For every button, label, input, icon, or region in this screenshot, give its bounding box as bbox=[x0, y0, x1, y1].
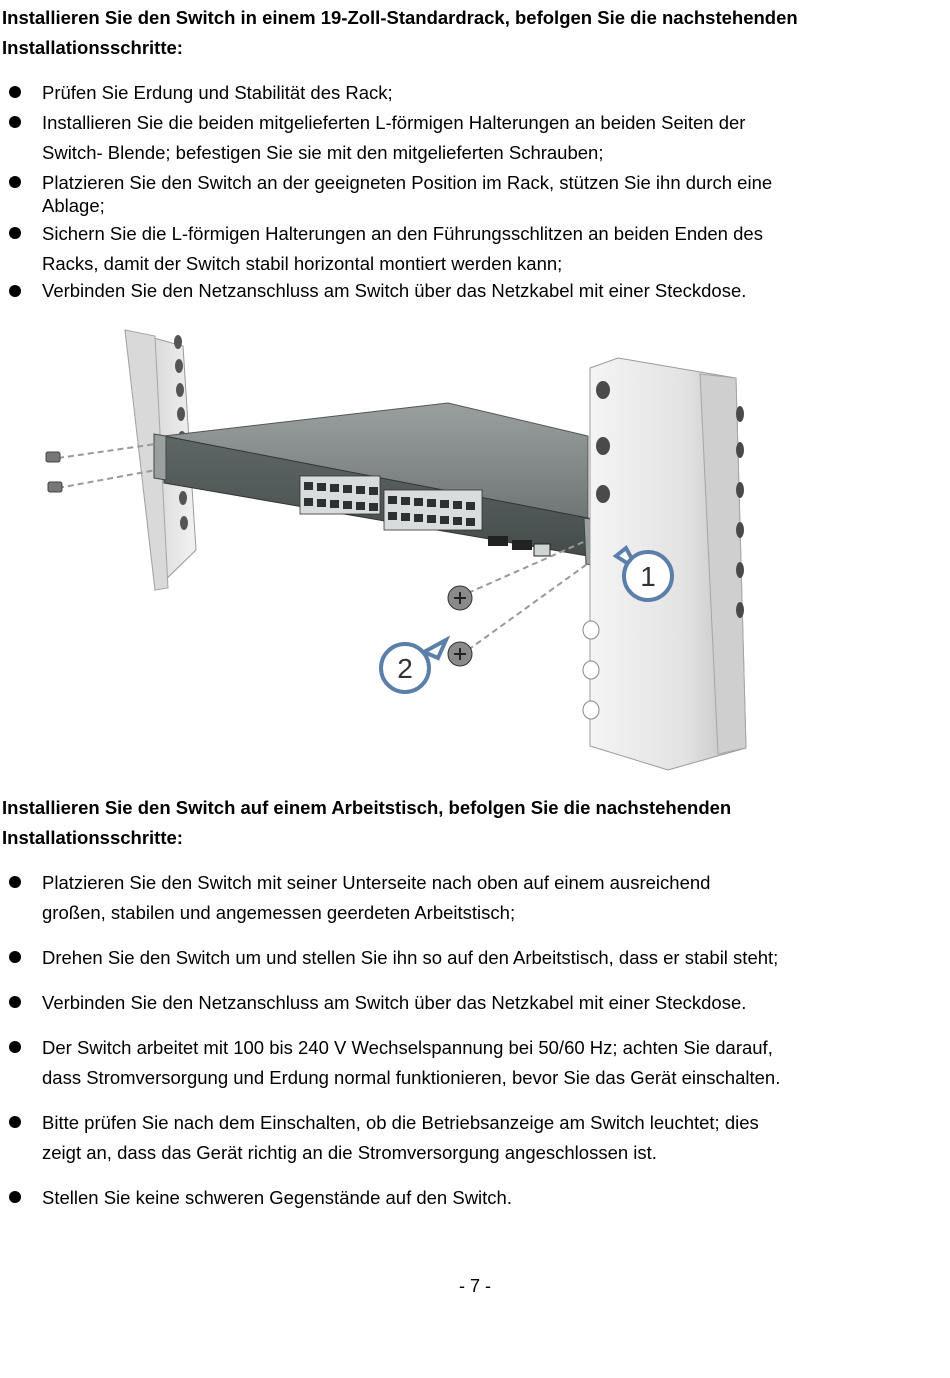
list-item: Platzieren Sie den Switch mit seiner Unterseite nach oben auf einem ausreichend großen, stabilen und angemessen geerdeten Arbeitstisch; bbox=[0, 868, 780, 928]
bullet-icon bbox=[9, 1191, 21, 1203]
bullet-icon bbox=[9, 951, 21, 963]
bullet-icon bbox=[9, 1041, 21, 1053]
page-number: - 7 - bbox=[458, 1276, 491, 1296]
section2-heading-line2: Installationsschritte: bbox=[2, 827, 183, 848]
list-item: Stellen Sie keine schweren Gegenstände auf den Switch. bbox=[0, 1183, 780, 1213]
section1-heading bbox=[2, 3, 798, 63]
rack-mount-illustration bbox=[28, 318, 768, 778]
bullet-icon bbox=[9, 86, 21, 98]
callout-2-label: 2 bbox=[397, 653, 413, 684]
list-item: Prüfen Sie Erdung und Stabilität des Rack; bbox=[0, 78, 772, 108]
bullet-icon bbox=[9, 116, 21, 128]
section2-heading bbox=[2, 793, 731, 853]
list-item: Drehen Sie den Switch um und stellen Sie ihn so auf den Arbeitstisch, dass er stabil steht; bbox=[0, 943, 780, 973]
callout-2 bbox=[381, 640, 446, 692]
port-block-left bbox=[300, 476, 380, 514]
bullet-icon bbox=[9, 285, 21, 297]
callout-1-label: 1 bbox=[640, 561, 656, 592]
bullet-icon bbox=[9, 996, 21, 1008]
section2-heading-line1: Installieren Sie den Switch auf einem Arbeitstisch, befolgen Sie die nachstehenden bbox=[2, 797, 732, 818]
bullet-icon bbox=[9, 876, 21, 888]
bullet-icon bbox=[9, 176, 21, 188]
bullet-icon bbox=[9, 227, 21, 239]
list-item: Bitte prüfen Sie nach dem Einschalten, ob die Betriebsanzeige am Switch leuchtet; dies zeigt an, dass das Gerät richtig an die Stromversorgung angeschlossen ist. bbox=[0, 1108, 780, 1168]
bullet-icon bbox=[9, 1116, 21, 1128]
section1-heading-line2: Installationsschritte: bbox=[2, 37, 183, 58]
rack-install-steps bbox=[0, 78, 772, 302]
section1-heading-line1: Installieren Sie den Switch in einem 19-Zoll-Standardrack, befolgen Sie die nachstehenden bbox=[2, 7, 798, 28]
list-item: Sichern Sie die L-förmigen Halterungen an den Führungsschlitzen an beiden Enden des Racks, damit der Switch stabil horizontal montiert werden kann; bbox=[0, 219, 772, 279]
desk-install-steps bbox=[0, 868, 780, 1213]
list-item: Verbinden Sie den Netzanschluss am Switch über das Netzkabel mit einer Steckdose. bbox=[0, 279, 772, 302]
network-switch bbox=[154, 403, 610, 568]
list-item: Platzieren Sie den Switch an der geeigneten Position im Rack, stützen Sie ihn durch eine Ablage; bbox=[0, 168, 772, 217]
rack-mount-drawing bbox=[28, 318, 768, 778]
list-item: Der Switch arbeitet mit 100 bis 240 V Wechselspannung bei 50/60 Hz; achten Sie darauf, dass Stromversorgung und Erdung normal funktionieren, bevor Sie das Gerät einschalten. bbox=[0, 1033, 780, 1093]
list-item: Installieren Sie die beiden mitgelieferten L-förmigen Halterungen an beiden Seiten der Switch- Blende; befestigen Sie sie mit den mitgelieferten Schrauben; bbox=[0, 108, 772, 168]
list-item: Verbinden Sie den Netzanschluss am Switch über das Netzkabel mit einer Steckdose. bbox=[0, 988, 780, 1018]
